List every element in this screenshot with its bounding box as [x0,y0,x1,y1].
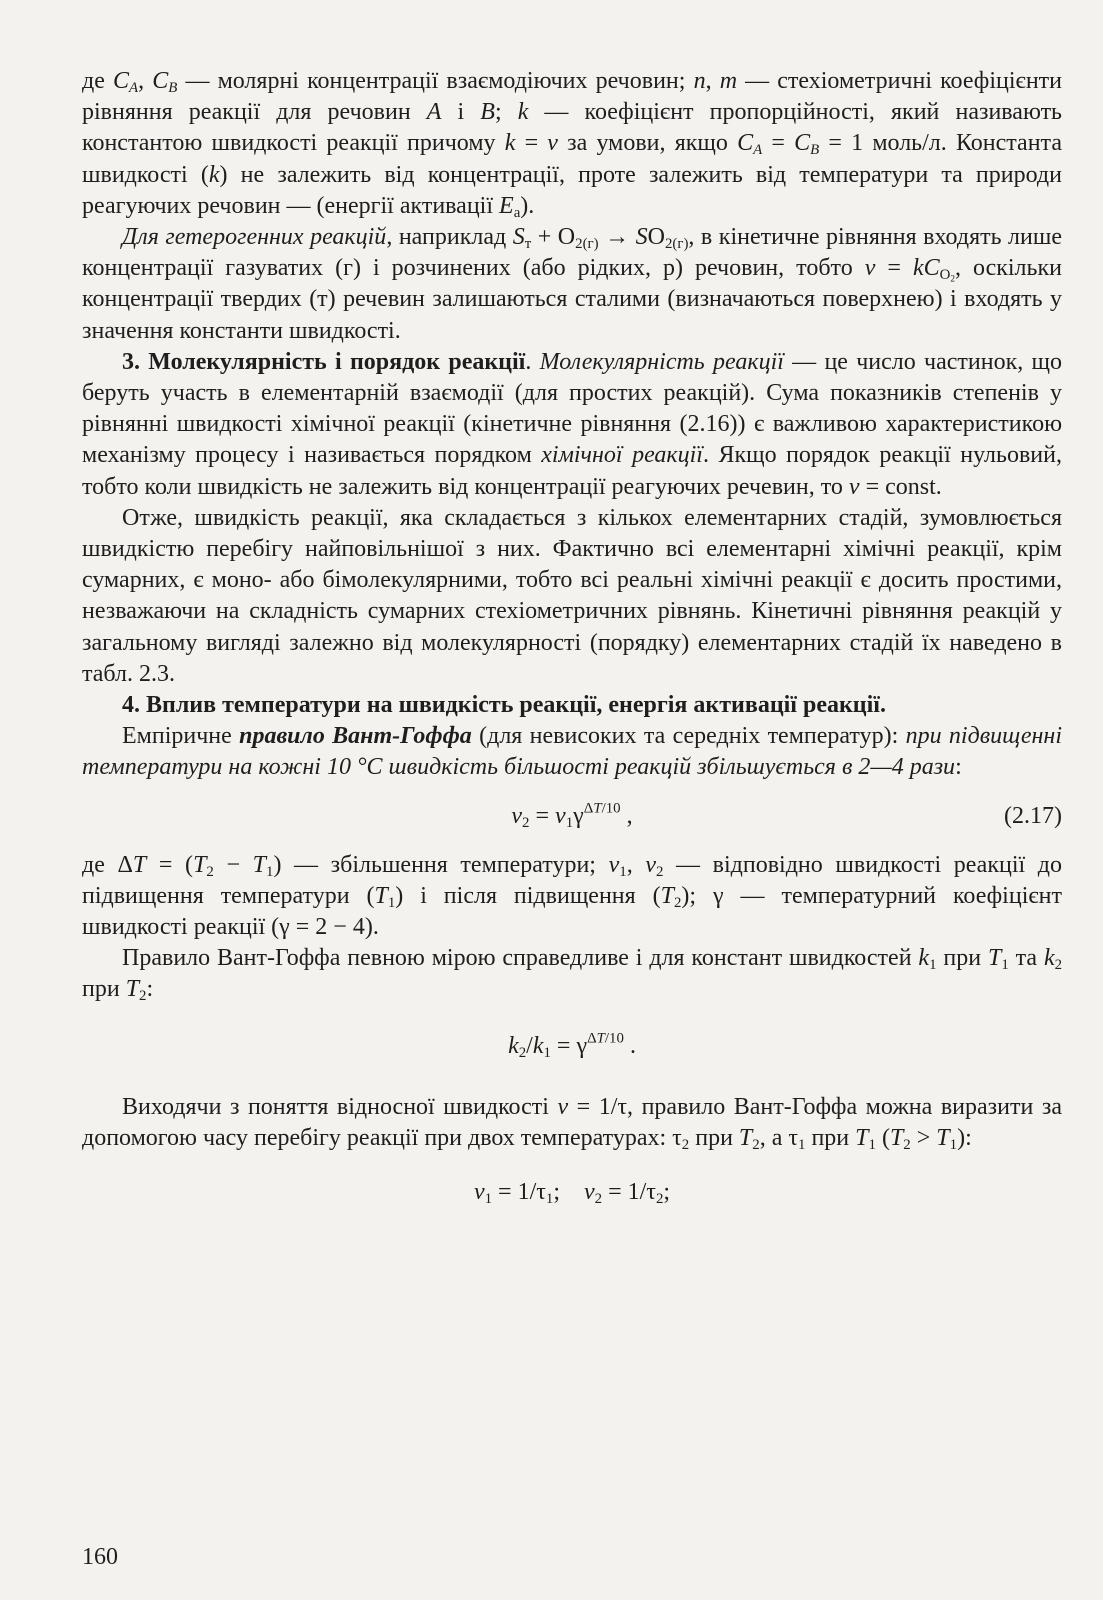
page-body [82,66,1062,1226]
paragraph-delta-t: де $\Delta T = (T_2 - T_1)$ — збільшення температури; $v_1$, $v_2$ — відповідно швидкості реакції до підвищення температури $(T_1)$ і після підвищення $(T_2)$; γ — температурний коефіцієнт швидкості реакції (γ = 2 − 4). [82,851,1063,941]
equation-2-17: $v_2 = v_1\gamma^{\Delta T/10}$ , (2.17) [82,796,1062,836]
section-heading-temperature: 4. Вплив температури на швидкість реакції, енергія активації реакції. [122,692,886,719]
equation-tau: $v_1 = 1/\tau_1$; $v_2 = 1/\tau_2$; [473,1179,671,1208]
paragraph-rate-constants: Правило Вант-Гоффа певною мірою справедливе і для констант швидкостей $k_1$ при $T_1$ та $k_2$ при $T_2$: [82,945,1063,1005]
paragraph-molecularity: 3. Молекулярність і порядок реакції. Молекулярність реакції — це число частинок, що беруть участь в елементарній взаємодії (для простих реакцій). Сума показників степенів у рівнянні швидкості хімічної реакції (кінетичне рівняння (2.16)) є важливою характеристикою механізму процесу і називається порядком хімічної реакції. Якщо порядок реакції нульовий, тобто коли швидкість не залежить від концентрації реагуючих речевин, то v = const. [82,348,1063,500]
paragraph-vant-hoff-rule: Емпіричне правило Вант-Гоффа (для невисоких та середніх температур): при підвищенні температури на кожні 10 °C швидкість більшості реакцій збільшується в 2—4 рази: [82,723,1062,781]
paragraph-elementary-stages: Отже, швидкість реакції, яка складається з кількох елементарних стадій, зумовлюється швидкістю перебігу найповільнішої з них. Фактично всі елементарні хімічні реакції, крім сумарних, є моно- або бімолекулярними, тобто всі реальні хімічні реакції є досить простими, незважаючи на складність сумарних стехіометричних рівнянь. Кінетичні рівняння реакцій у загальному вигляді залежно від молекулярності (порядку) елементарних стадій їх наведено в табл. 2.3. [82,504,1062,687]
equation-rate-constants: $k_2/k_1 = \gamma^{\Delta T/10}$ . [508,1030,636,1061]
paragraph-rate-constant: де $C_A$, $C_B$ — молярні концентрації взаємодіючих речовин; n, m — стехіометричні коефіцієнти рівняння реакції для речовин A і B; k — коефіцієнт пропорційності, який називають константою швидкості реакції причому k = v за умови, якщо $C_A = C_B = 1$ моль/л. Константа швидкості (k) не залежить від концентрації, проте залежить від температури та природи реагуючих речовин — (енергії активації $E_a$). [82,68,1063,221]
paragraph-relative-rate: Виходячи з поняття відносної швидкості v = 1/τ, правило Вант-Гоффа можна виразити за допомогою часу перебігу реакції при двох температурах: $\tau_2$ при $T_2$, а $\tau_1$ при $T_1$ $(T_2 > T_1)$: [82,1093,1062,1154]
page-number: 160 [82,1544,118,1570]
paragraph-heterogeneous: Для гетерогенних реакцій, наприклад $S_т + O_{2(г)} \to SO_{2(г)}$, в кінетичне рівняння входять лише концентрації газуватих (г) і розчинених (або рідких, р) речовин, тобто $v = kC_{O_2}$, оскільки концентрації твердих (т) речевин залишаються сталими (визначаються поверхнею) і входять у значення константи швидкості. [82,224,1063,344]
equation-number: (2.17) [1004,802,1062,829]
